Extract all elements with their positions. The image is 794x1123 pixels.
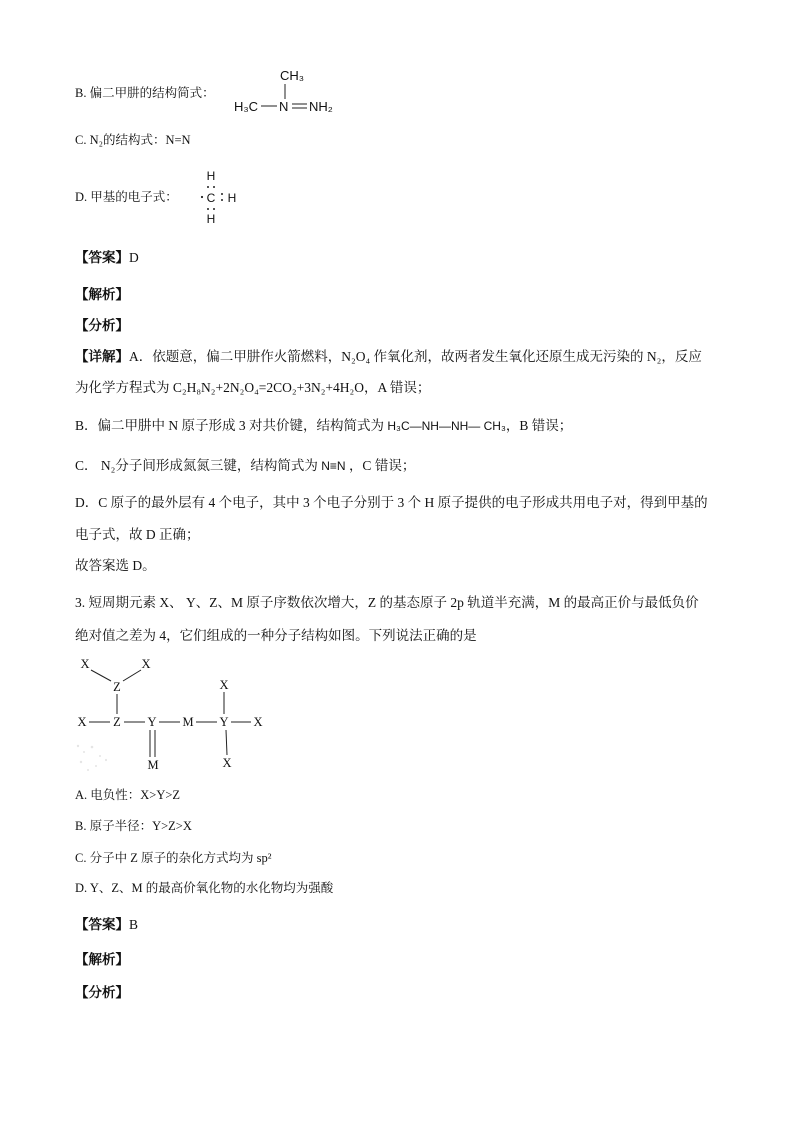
- detail-text: A．依题意，偏二甲肼作火箭燃料，N₂O₄ 作氧化剂，故两者发生氧化还原生成无污染的 N₂，反应: [129, 349, 702, 364]
- q3-option-b: B. 原子半径：Y>Z>X: [75, 819, 192, 833]
- q3-stem-line2: 绝对值之差为 4，它们组成的一种分子结构如图。下列说法正确的是: [75, 628, 477, 643]
- q2-option-c-text: C. N₂的结构式：N=N: [75, 133, 191, 147]
- bond-line: [91, 670, 111, 681]
- q2-detail-d-line2: 电子式，故 D 正确；: [75, 527, 200, 542]
- electron-dot: [221, 193, 223, 195]
- q3-option-d: D. Y、Z、M 的最高价氧化物的水化物均为强酸: [75, 881, 334, 895]
- scan-noise: [77, 745, 107, 771]
- detail-b-formula: H₃C—NH—NH— CH₃: [387, 419, 506, 433]
- detail-c-formula: N≡N: [321, 459, 346, 473]
- electron-dot: [213, 186, 215, 188]
- detail-b-suffix: ，B 错误；: [505, 418, 573, 433]
- electron-dot-carbon: C: [206, 191, 216, 205]
- q3-answer: [75, 916, 138, 934]
- q3-analysis-heading: 【解析】: [75, 952, 129, 967]
- electron-dot: [221, 199, 223, 201]
- q2-detail-a-line2: 为化学方程式为 C₂H₈N₂+2N₂O₄=2CO₂+3N₂+4H₂O，A 错误；: [75, 380, 431, 395]
- atom-label: M: [147, 758, 159, 772]
- atom-label: Z: [113, 680, 121, 694]
- bond-line: [123, 670, 141, 681]
- detail-c-suffix: ，C 错误；: [345, 458, 416, 473]
- electron-dot-h-right: H: [227, 191, 237, 205]
- structure-methyl-left: H₃C: [234, 99, 259, 114]
- methyl-electron-dot-diagram: [198, 165, 242, 227]
- electron-dot-h-bottom: H: [206, 212, 216, 226]
- atom-label: Y: [219, 715, 229, 729]
- detail-label: 【详解】: [75, 349, 129, 364]
- answer-label: 【答案】: [75, 917, 129, 932]
- atom-label: X: [222, 756, 232, 770]
- q2-fenxi-heading: 【分析】: [75, 318, 129, 333]
- q3-stem-line1: 3. 短周期元素 X、 Y、Z、M 原子序数依次增大，Z 的基态原子 2p 轨道半充满，M 的最高正价与最低负价: [75, 595, 699, 610]
- electron-dot-h-top: H: [206, 169, 216, 183]
- q2-option-c: [75, 131, 191, 149]
- noise-dot: [83, 751, 85, 753]
- q2-option-b-text: B. 偏二甲肼的结构简式：: [75, 86, 215, 100]
- atom-label: X: [219, 678, 229, 692]
- q2-analysis-heading: 【解析】: [75, 287, 129, 302]
- atom-label: X: [80, 657, 90, 671]
- electron-dot: [207, 186, 209, 188]
- answer-label: 【答案】: [75, 250, 129, 265]
- atom-label: Y: [147, 715, 157, 729]
- noise-dot: [87, 769, 89, 771]
- q2-detail-c-line: [75, 457, 415, 475]
- atom-label: X: [141, 657, 151, 671]
- noise-dot: [99, 755, 101, 757]
- noise-dot: [105, 759, 107, 761]
- detail-c-prefix: C． N₂分子间形成氮氮三键，结构简式为: [75, 458, 322, 473]
- q2-detail-a-line1: [75, 348, 702, 366]
- atom-label: M: [182, 715, 194, 729]
- answer-value: D: [129, 250, 139, 265]
- q3-fenxi-heading: 【分析】: [75, 985, 129, 1000]
- noise-dot: [91, 746, 94, 749]
- q2-answer: [75, 249, 139, 267]
- electron-dot: [213, 208, 215, 210]
- q2-option-b: [75, 84, 215, 102]
- q2-conclusion: 故答案选 D。: [75, 558, 156, 573]
- bond-line: [226, 730, 227, 755]
- structure-amino: NH₂: [309, 99, 333, 114]
- electron-dot: [201, 196, 203, 198]
- hydrazine-structure-diagram: [230, 62, 345, 118]
- noise-dot: [80, 761, 82, 763]
- detail-b-prefix: B．偏二甲肼中 N 原子形成 3 对共价键，结构简式为: [75, 418, 388, 433]
- molecule-structure-diagram: [70, 648, 270, 778]
- atom-label: Z: [113, 715, 121, 729]
- q3-option-a: A. 电负性：X>Y>Z: [75, 788, 181, 802]
- q2-option-d: [75, 188, 178, 206]
- q3-option-c: C. 分子中 Z 原子的杂化方式均为 sp²: [75, 851, 272, 865]
- structure-nitrogen: N: [279, 99, 289, 114]
- atom-label: X: [77, 715, 87, 729]
- electron-dot: [207, 208, 209, 210]
- q2-option-d-text: D. 甲基的电子式：: [75, 190, 178, 204]
- q2-detail-d-line1: D．C 原子的最外层有 4 个电子，其中 3 个电子分别于 3 个 H 原子提供的电子形成共用电子对，得到甲基的: [75, 495, 708, 510]
- noise-dot: [95, 765, 97, 767]
- q2-detail-b-line: [75, 417, 572, 435]
- structure-methyl-top: CH₃: [280, 68, 305, 83]
- noise-dot: [77, 745, 79, 747]
- atom-label: X: [253, 715, 263, 729]
- answer-value: B: [129, 917, 139, 932]
